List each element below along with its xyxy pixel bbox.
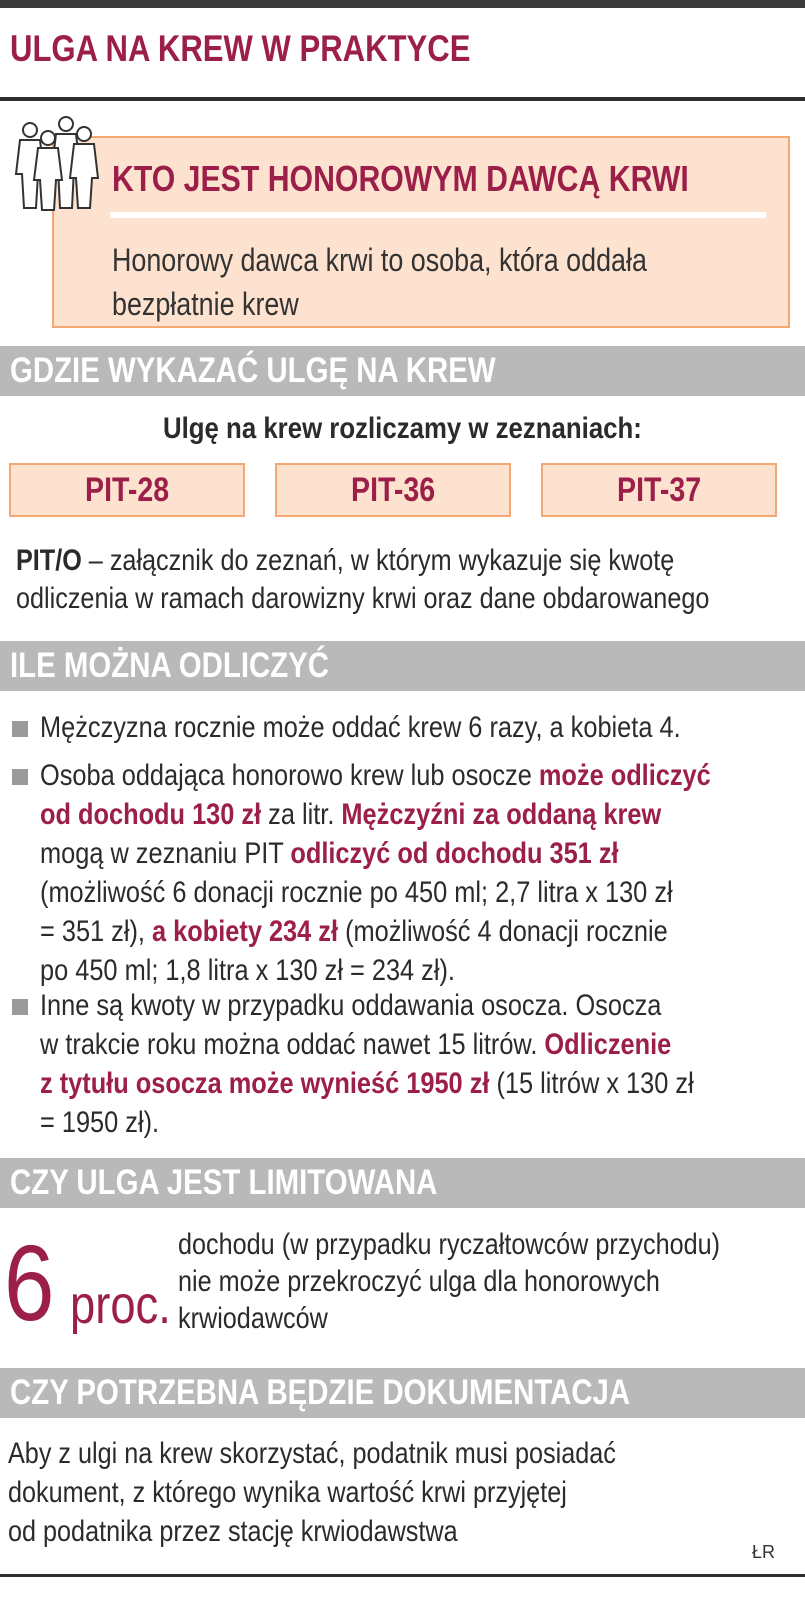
page-title: ULGA NA KREW W PRAKTYCE [10,28,471,69]
section-heading-where: GDZIE WYKAZAĆ ULGĘ NA KREW [10,351,496,390]
bullet-square-icon [12,769,28,785]
top-rule [0,0,805,8]
people-icon [8,112,100,212]
limit-unit: proc. [70,1275,171,1335]
title-rule [0,97,805,101]
bullet-square-icon [12,999,28,1015]
limit-number: 6 [4,1222,55,1343]
definition-rule [110,212,766,218]
form-box-pit36: PIT-36 [275,463,511,517]
limit-text: dochodu (w przypadku ryczałtowców przychodu) nie może przekroczyć ulga dla honorowych krwiodawców [178,1228,721,1335]
definition-text: Honorowy dawca krwi to osoba, która oddała bezpłatnie krew [112,242,647,322]
bottom-rule [0,1574,805,1577]
form-box-pit37: PIT-37 [541,463,777,517]
pito-note: PIT/O – załącznik do zeznań, w którym wykazuje się kwotę odliczenia w ramach darowizny krwi oraz dane obdarowanego [16,544,710,615]
bullet-square-icon [12,721,28,737]
docs-text: Aby z ulgi na krew skorzystać, podatnik musi posiadać dokument, z którego wynika wartość krwi przyjętej od podatnika przez stację krwiodawstwa [8,1437,616,1548]
author-credit: ŁR [752,1542,776,1562]
where-intro: Ulgę na krew rozliczamy w zeznaniach: [163,412,642,445]
bullet-deduction: Osoba oddająca honorowo krew lub osocze może odliczyć od dochodu 130 zł za litr. Mężczyźni za oddaną krew mogą w zeznaniu PIT odliczyć od dochodu 351 zł (możliwość 6 donacji rocznie po 450 ml; 2,7 litra x 130 zł = 351 zł), a kobiety 234 zł (możliwość 4 donacji rocznie po 450 ml; 1,8 litra x 130 zł = 234 zł). [40,759,711,987]
bullet-plasma: Inne są kwoty w przypadku oddawania osocza. Osocza w trakcie roku można oddać nawet 15 litrów. Odliczenie z tytułu osocza może wynieść 1950 zł (15 litrów x 130 zł = 1950 zł). [40,989,694,1139]
section-heading-limit: CZY ULGA JEST LIMITOWANA [10,1163,438,1202]
definition-heading: KTO JEST HONOROWYM DAWCĄ KRWI [112,158,689,199]
bullet-donations: Mężczyzna rocznie może oddać krew 6 razy, a kobieta 4. [40,711,681,744]
pito-label: PIT/O [16,544,82,577]
section-heading-amount: ILE MOŻNA ODLICZYĆ [10,646,330,685]
section-heading-docs: CZY POTRZEBNA BĘDZIE DOKUMENTACJA [10,1373,631,1412]
form-box-pit28: PIT-28 [9,463,245,517]
